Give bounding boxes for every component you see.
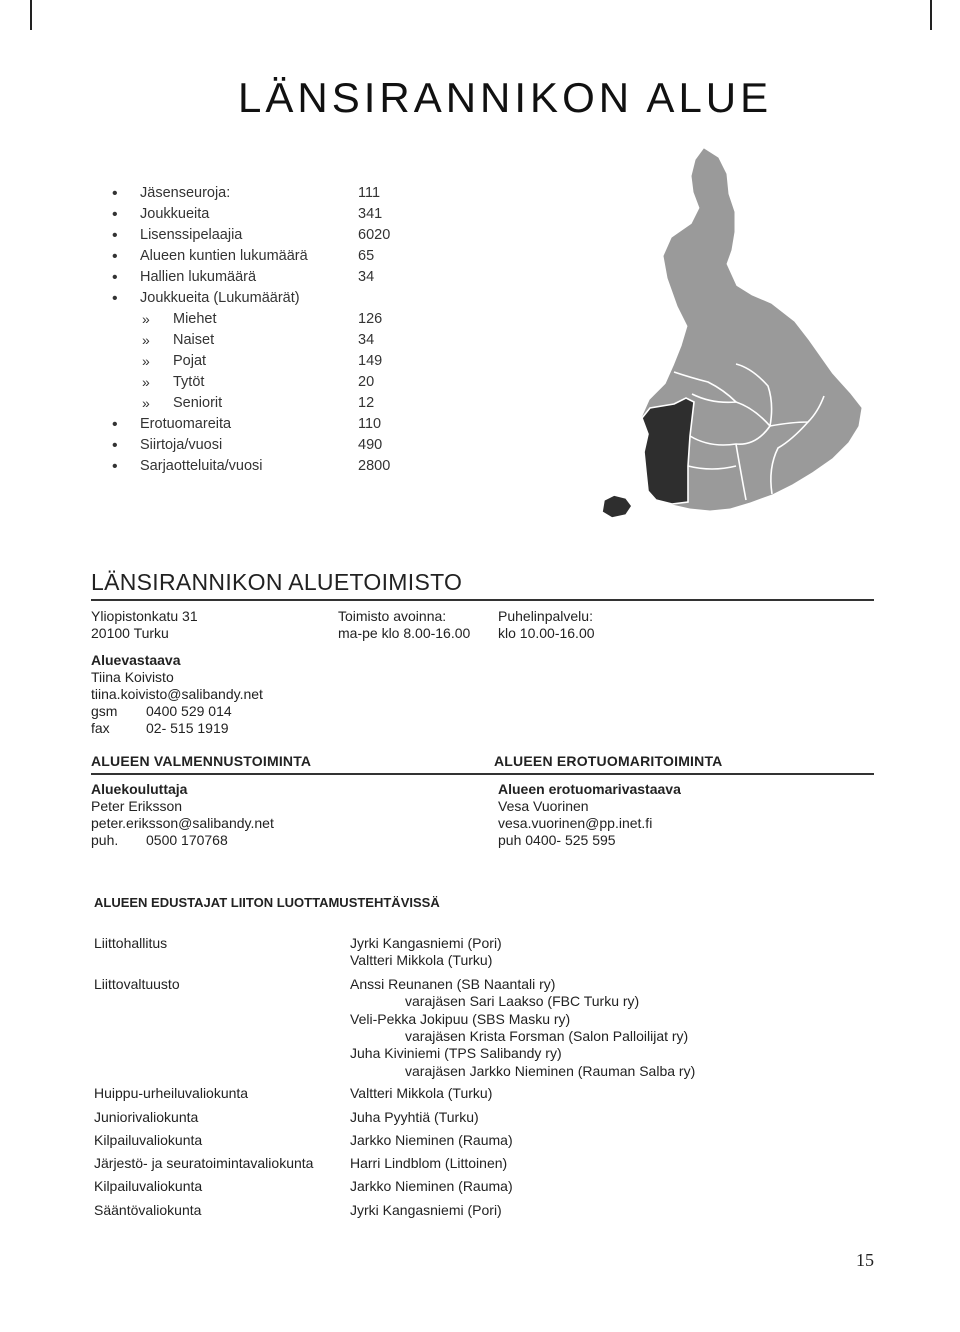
committee-member: Harri Lindblom (Littoinen) — [350, 1155, 508, 1171]
stat-value: 34 — [358, 269, 375, 285]
committee-name: Liittovaltuusto — [94, 976, 180, 992]
committee-name: Juniorivaliokunta — [94, 1109, 199, 1125]
office-hours-value: ma-pe klo 8.00-16.00 — [338, 625, 471, 641]
stat-value: 2800 — [358, 458, 391, 474]
stat-value: 6020 — [358, 227, 391, 243]
committee-name: Kilpailuvaliokunta — [94, 1132, 203, 1148]
stat-label: Seniorit — [173, 395, 223, 411]
stat-label: Joukkueita — [140, 206, 210, 222]
fax-label: fax — [91, 720, 110, 736]
stat-value: 111 — [358, 185, 381, 201]
deputy-member: varajäsen Krista Forsman (Salon Palloilijat ry) — [405, 1027, 689, 1044]
bullet-marker: • — [112, 227, 118, 244]
crop-mark-top-left — [30, 0, 32, 30]
committee-name: Huippu-urheiluvaliokunta — [94, 1085, 249, 1101]
office-heading: LÄNSIRANNIKON ALUETOIMISTO — [91, 569, 463, 595]
stat-value: 65 — [358, 248, 375, 264]
committee-member: Valtteri Mikkola (Turku) — [350, 952, 493, 969]
office-address-line1: Yliopistonkatu 31 — [91, 608, 198, 624]
stat-label: Tytöt — [173, 374, 205, 390]
stat-label: Hallien lukumäärä — [140, 269, 257, 285]
stat-label: Miehet — [173, 311, 217, 327]
stat-label: Pojat — [173, 353, 207, 369]
stat-value: 149 — [358, 353, 383, 369]
sub-bullet-marker: » — [142, 374, 150, 390]
stat-label: Siirtoja/vuosi — [140, 437, 223, 453]
fax-value: 02- 515 1919 — [146, 720, 229, 736]
committee-member: Jyrki Kangasniemi (Pori) — [350, 1202, 502, 1218]
bullet-marker: • — [112, 437, 118, 454]
bullet-marker: • — [112, 206, 118, 223]
stat-value: 110 — [358, 416, 382, 432]
committee-member: Anssi Reunanen (SB Naantali ry) — [350, 976, 556, 992]
bullet-marker: • — [112, 458, 118, 475]
committee-name: Kilpailuvaliokunta — [94, 1178, 203, 1194]
stat-value: 20 — [358, 374, 375, 390]
gsm-value: 0400 529 014 — [146, 703, 232, 719]
ahvenanmaa-island — [602, 495, 632, 518]
coaching-heading: ALUEEN VALMENNUSTOIMINTA — [91, 753, 312, 769]
manager-email: tiina.koivisto@salibandy.net — [91, 686, 263, 702]
referee-heading: ALUEEN EROTUOMARITOIMINTA — [494, 753, 723, 769]
stat-label: Jäsenseuroja: — [140, 185, 231, 201]
deputy-member: varajäsen Sari Laakso (FBC Turku ry) — [405, 993, 640, 1010]
committee-member: Jarkko Nieminen (Rauma) — [350, 1132, 513, 1148]
page-number: 15 — [856, 1250, 874, 1270]
referee-role: Alueen erotuomarivastaava — [498, 781, 681, 797]
committee-name: Järjestö- ja seuratoimintavaliokunta — [94, 1155, 314, 1171]
coach-email: peter.eriksson@salibandy.net — [91, 815, 274, 831]
stat-value: 12 — [358, 395, 375, 411]
sub-bullet-marker: » — [142, 311, 150, 327]
coach-role: Aluekouluttaja — [91, 781, 188, 797]
crop-mark-top-right — [930, 0, 932, 30]
stat-label: Lisenssipelaajia — [140, 227, 243, 243]
coach-name: Peter Eriksson — [91, 798, 183, 814]
referee-name: Vesa Vuorinen — [498, 798, 589, 814]
stat-label: Joukkueita (Lukumäärät) — [140, 290, 300, 306]
committee-member: Jyrki Kangasniemi (Pori) — [350, 935, 502, 951]
sub-bullet-marker: » — [142, 332, 150, 348]
bullet-marker: • — [112, 248, 118, 265]
stat-value: 34 — [358, 332, 375, 348]
coach-phone-value: 0500 170768 — [146, 832, 228, 848]
office-hours-label: Toimisto avoinna: — [338, 608, 447, 624]
stat-value: 126 — [358, 311, 383, 327]
stat-label: Erotuomareita — [140, 416, 232, 432]
committee-member: Juha Pyyhtiä (Turku) — [350, 1109, 479, 1125]
committee-member: Juha Kiviniemi (TPS Salibandy ry) — [350, 1045, 562, 1062]
manager-title: Aluevastaava — [91, 652, 181, 668]
committee-name: Sääntövaliokunta — [94, 1202, 202, 1218]
phone-service-label: Puhelinpalvelu: — [498, 608, 593, 624]
referee-email: vesa.vuorinen@pp.inet.fi — [498, 815, 653, 831]
gsm-label: gsm — [91, 703, 118, 719]
phone-service-value: klo 10.00-16.00 — [498, 625, 595, 641]
bullet-marker: • — [112, 269, 118, 286]
office-divider — [91, 599, 874, 601]
representatives-heading: ALUEEN EDUSTAJAT LIITON LUOTTAMUSTEHTÄVISSÄ — [94, 895, 440, 910]
sub-bullet-marker: » — [142, 353, 150, 369]
committee-member: Veli-Pekka Jokipuu (SBS Masku ry) — [350, 1010, 571, 1027]
bullet-marker: • — [112, 416, 118, 433]
deputy-member: varajäsen Jarkko Nieminen (Rauman Salba ry) — [405, 1062, 696, 1079]
bullet-marker: • — [112, 290, 118, 307]
stat-value: 490 — [358, 437, 383, 453]
committee-name: Liittohallitus — [94, 935, 168, 951]
sections-divider — [91, 773, 874, 775]
finland-region-map — [596, 146, 928, 538]
stat-label: Sarjaotteluita/vuosi — [140, 458, 263, 474]
referee-phone: puh 0400- 525 595 — [498, 832, 616, 848]
office-address-line2: 20100 Turku — [91, 625, 169, 641]
lansirannikko-region — [642, 398, 694, 504]
committee-member: Valtteri Mikkola (Turku) — [350, 1085, 493, 1101]
page-title: LÄNSIRANNIKON ALUE — [238, 74, 773, 121]
manager-name: Tiina Koivisto — [91, 669, 174, 685]
stat-label: Naiset — [173, 332, 215, 348]
bullet-marker: • — [112, 185, 118, 202]
committee-member: Jarkko Nieminen (Rauma) — [350, 1178, 513, 1194]
coach-phone-label: puh. — [91, 832, 119, 848]
stat-value: 341 — [358, 206, 383, 222]
sub-bullet-marker: » — [142, 395, 150, 411]
stat-label: Alueen kuntien lukumäärä — [140, 248, 308, 264]
